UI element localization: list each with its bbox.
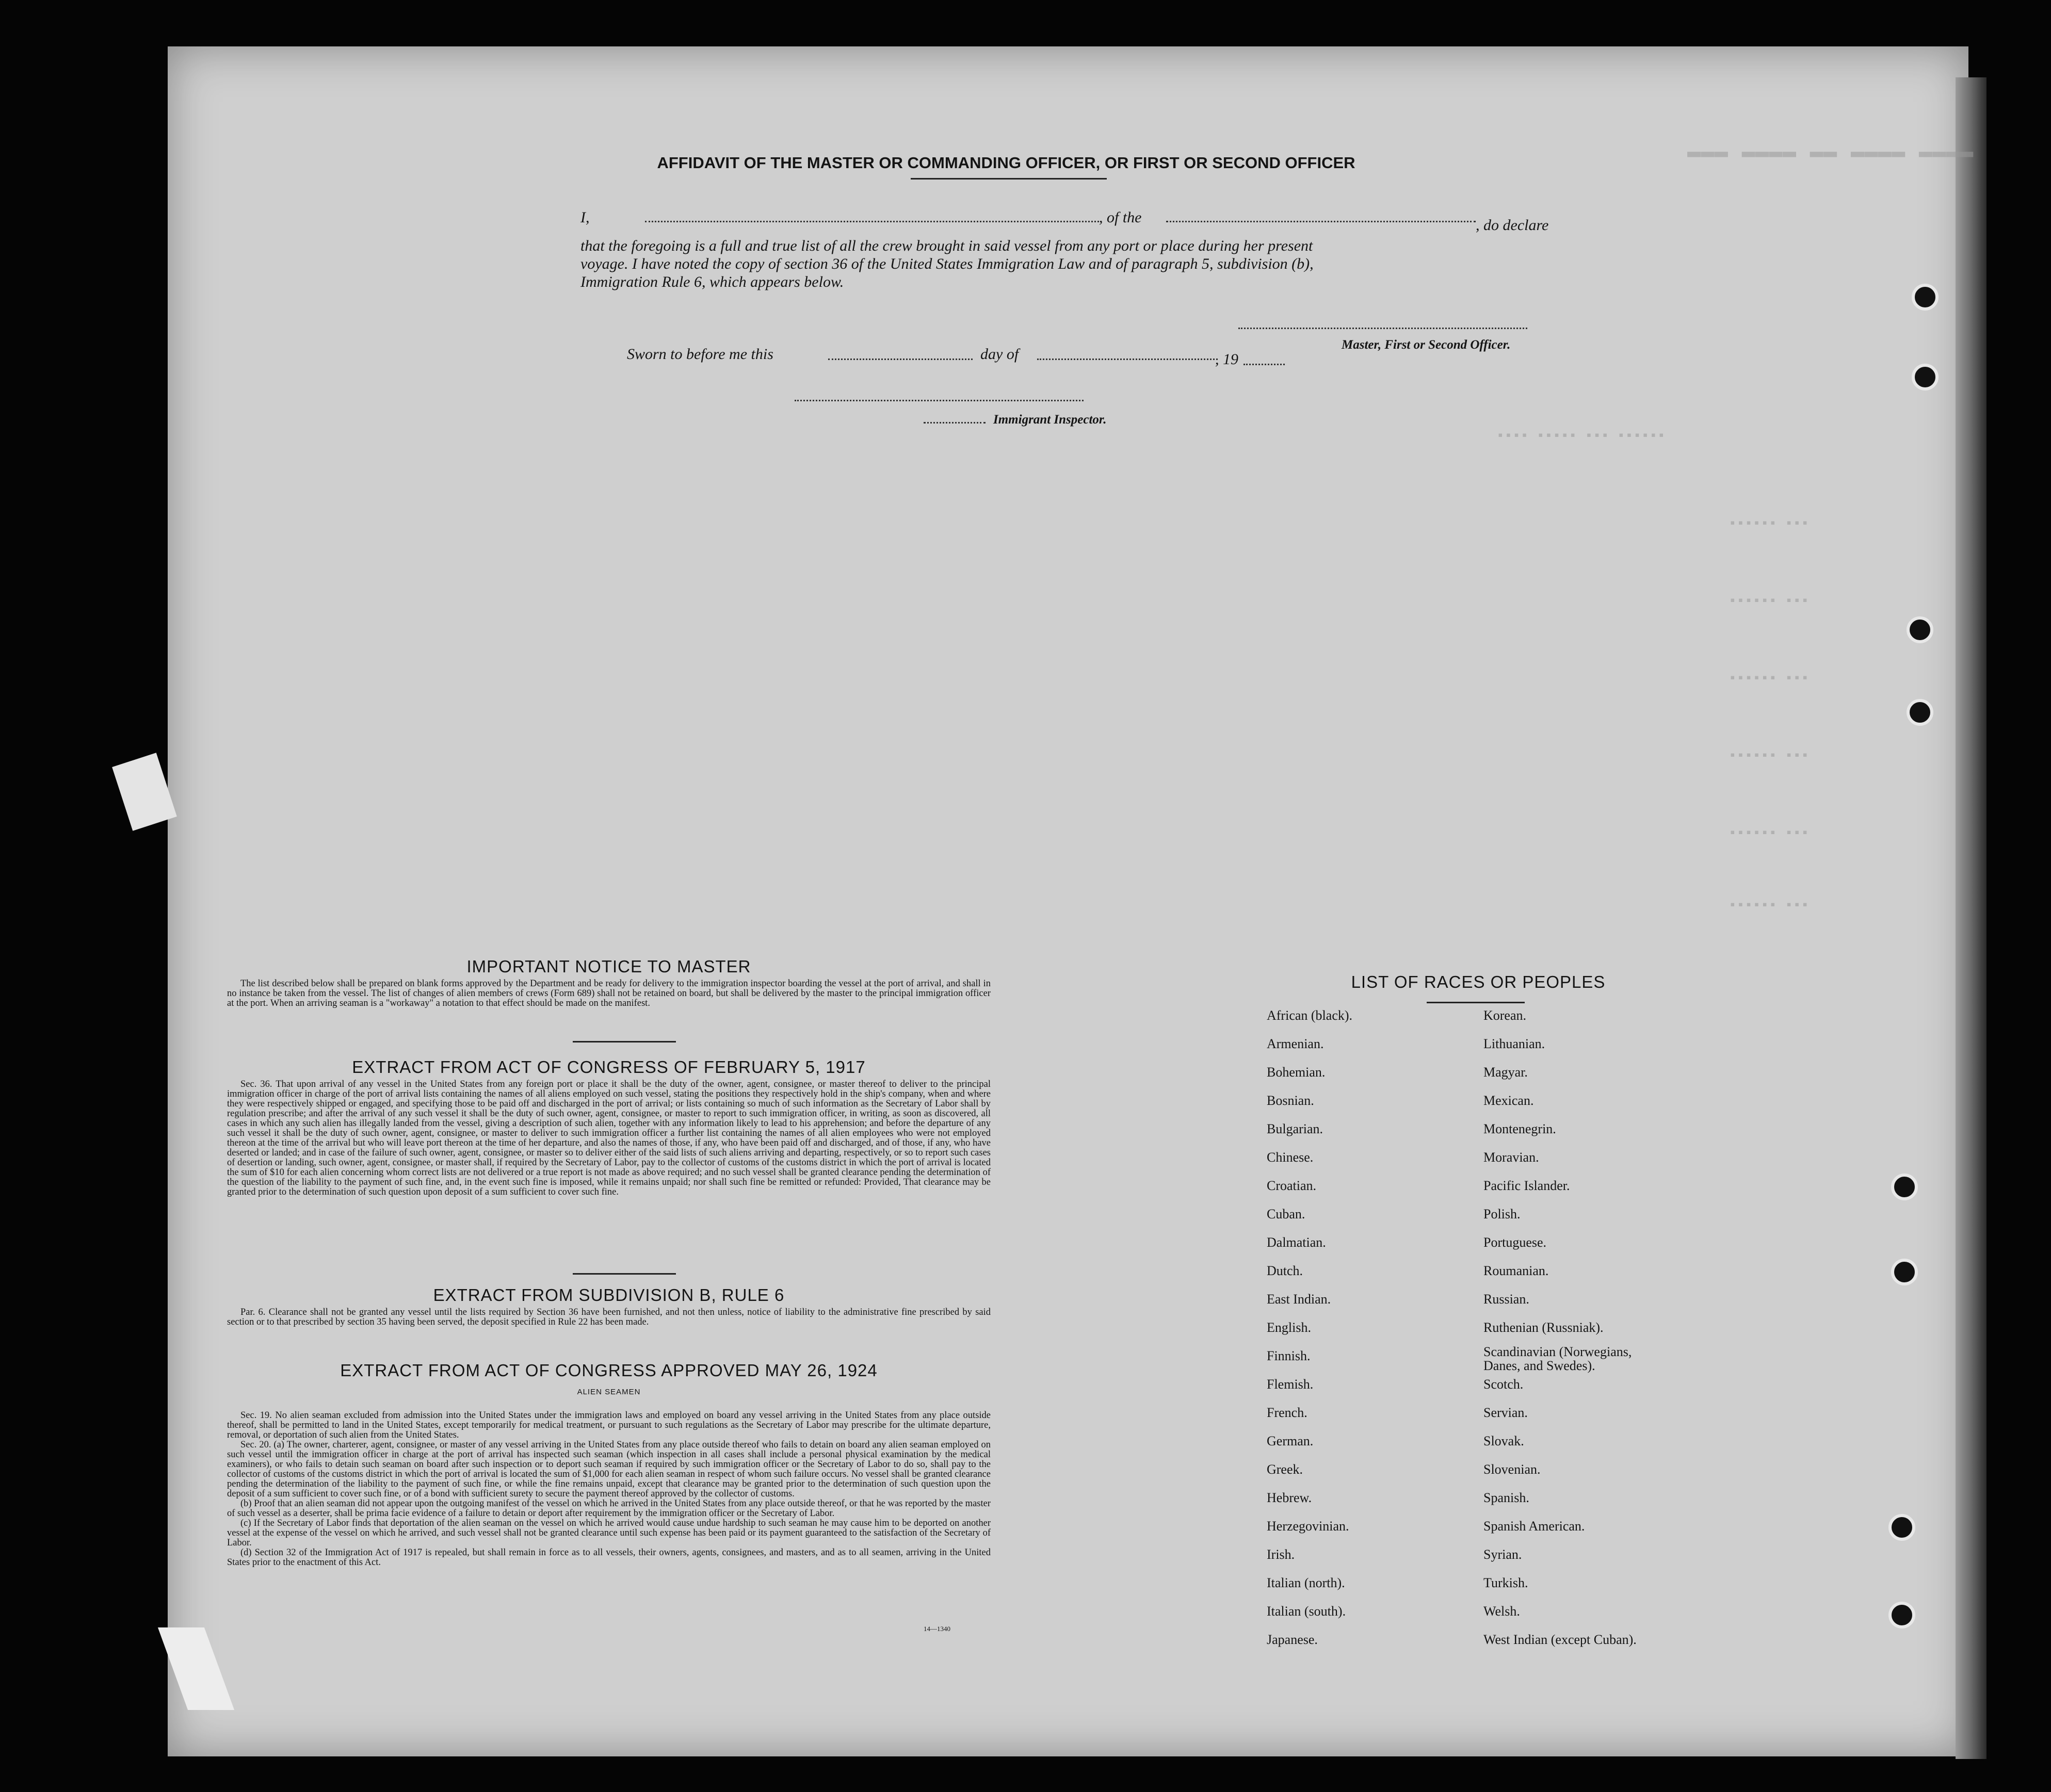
race-item: Roumanian. xyxy=(1483,1263,1549,1278)
race-item: Pacific Islander. xyxy=(1483,1178,1570,1193)
race-item: West Indian (except Cuban). xyxy=(1483,1632,1637,1647)
bleed-through: ▬▬▬ ▬▬▬▬ ▬▬ ▬▬▬▬ ▬▬▬▬ xyxy=(1687,139,1974,165)
act-1924-paragraph: (d) Section 32 of the Immigration Act of 1917 is repealed, but shall remain in force as to all vessels, their owners, agents, consignees, and masters, and as to all seamen, arriving in the United States prior to the enactment of this Act. xyxy=(227,1547,991,1568)
race-item: Bohemian. xyxy=(1267,1065,1326,1080)
act-1924-body xyxy=(227,1411,991,1568)
race-item: Finnish. xyxy=(1267,1348,1311,1363)
race-item: Scandinavian (Norwegians, Danes, and Swedes). xyxy=(1483,1344,1632,1373)
name-blank-line xyxy=(645,221,1099,222)
race-item: Herzegovinian. xyxy=(1267,1519,1349,1534)
race-item: Syrian. xyxy=(1483,1547,1522,1562)
master-signature-label: Master, First or Second Officer. xyxy=(1342,338,1511,352)
inspector-signature-label: Immigrant Inspector. xyxy=(993,413,1107,427)
binder-hole xyxy=(1912,284,1939,311)
bleed-through: ▪▪▪▪▪▪ ▪▪▪ xyxy=(1729,671,1810,686)
race-item: Welsh. xyxy=(1483,1604,1520,1619)
race-item: Magyar. xyxy=(1483,1065,1528,1080)
affidavit-title: AFFIDAVIT OF THE MASTER OR COMMANDING OFFICER, OR FIRST OR SECOND OFFICER xyxy=(657,154,1355,172)
act-1924-subtitle: ALIEN SEAMEN xyxy=(577,1388,641,1396)
binder-hole xyxy=(1907,616,1933,643)
race-item: Moravian. xyxy=(1483,1150,1539,1165)
binder-hole xyxy=(1912,364,1939,390)
form-code: 14—1340 xyxy=(924,1625,950,1633)
bleed-through: ▪▪▪▪ ▪▪▪▪▪ ▪▪▪ ▪▪▪▪▪▪ xyxy=(1496,428,1666,444)
races-title: LIST OF RACES OR PEOPLES xyxy=(1351,972,1606,991)
race-item: Montenegrin. xyxy=(1483,1121,1556,1136)
binder-hole xyxy=(1891,1259,1918,1285)
race-item: Irish. xyxy=(1267,1547,1295,1562)
day-blank-line xyxy=(828,359,973,360)
race-item: Spanish. xyxy=(1483,1490,1529,1505)
race-item: Chinese. xyxy=(1267,1150,1314,1165)
race-item: Russian. xyxy=(1483,1292,1529,1307)
affidavit-line-3: voyage. I have noted the copy of section 36 of the United States Immigration Law and of paragraph 5, subdivision (b), xyxy=(580,255,1314,272)
race-item: French. xyxy=(1267,1405,1307,1420)
year-text: , 19 xyxy=(1215,351,1238,368)
race-item: Dutch. xyxy=(1267,1263,1303,1278)
race-item: East Indian. xyxy=(1267,1292,1331,1307)
binder-hole xyxy=(1888,1514,1915,1541)
race-item: English. xyxy=(1267,1320,1311,1335)
race-item: Spanish American. xyxy=(1483,1519,1585,1534)
binder-hole xyxy=(1891,1174,1918,1200)
race-item: Servian. xyxy=(1483,1405,1528,1420)
race-item: Scotch. xyxy=(1483,1377,1524,1392)
notice-title: IMPORTANT NOTICE TO MASTER xyxy=(466,957,751,976)
bleed-through: ▪▪▪▪▪▪ ▪▪▪ xyxy=(1729,825,1810,841)
act-1924-paragraph: Sec. 20. (a) The owner, charterer, agent, consignee, or master of any vessel arriving in the United States from any place outside thereof who fails to detain on board any alien seaman employed on such vessel until the immigration officer in charge at the port of arrival has inspected such seaman (which inspection in all cases shall include a personal physical examination by the medical examiners), or who fails to detain such seaman on board after such inspection or to deport such seaman if required by such immigration officer or the Secretary of Labor to do so, shall pay to the collector of customs of the customs district in which the port of arrival is located the sum of $1,000 for each alien seaman in respect of whom such failure occurs. No vessel shall be granted clearance pending the determination of the liability to the payment of such fine, or while the fine remains unpaid, except that clearance may be granted prior to the determination of such question upon the deposit of a sum sufficient to cover such fine, or of a bond with sufficient surety to secure the payment thereof approved by the collector of customs. xyxy=(227,1440,991,1499)
rule-6-body: Par. 6. Clearance shall not be granted any vessel until the lists required by Section 36 have been furnished, and not then unless, notice of liability to the administrative fine prescribed by said section or to that prescribed by section 35 having been served, the deposit specified in Rule 22 has been made. xyxy=(227,1307,991,1327)
race-item: Hebrew. xyxy=(1267,1490,1312,1505)
inspector-signature-line xyxy=(795,400,1084,401)
act-1924-paragraph: Sec. 19. No alien seaman excluded from admission into the United States under the immigration laws and employed on board any vessel arriving in the United States from any place outside thereof, shall be permitted to land in the United States, except temporarily for medical treatment, or pursuant to such regulations as the Secretary of Labor may prescribe for the ultimate departure, removal, or deportation of such alien from the United States. xyxy=(227,1410,991,1440)
race-item: Polish. xyxy=(1483,1207,1521,1221)
act-1917-body: Sec. 36. That upon arrival of any vessel in the United States from any foreign port or place it shall be the duty of the owner, agent, consignee, or master thereof to deliver to the principal immigration officer in charge of the port of arrival lists containing the names of all aliens employed on such vessel, stating the positions they respectively hold in the ship's company, when and where they were respectively shipped or engaged, and specifying those to be paid off and discharged in the port of arrival; or lists containing so much of such information as the Secretary of Labor shall by regulation prescribe; and after the arrival of any such vessel it shall be the duty of such owner, agent, consignee, or master to report to such immigration officer, in writing, as soon as discovered, all cases in which any such alien has illegally landed from the vessel, giving a description of such alien, together with any information likely to lead to his apprehension; and before the departure of any such vessel it shall be the duty of such owner, agent, consignee, or master to deliver to such immigration officer a further list containing the names of all alien employees who were not employed thereon at the time of the arrival but who will leave port thereon at the time of her departure, and also the names of those, if any, who have been paid off and discharged, and of those, if any, who have deserted or landed; and in case of the failure of such owner, agent, consignee, or master so to deliver either of the said lists of such aliens arriving and departing, respectively, or so to report such cases of desertion or landing, such owner, agent, consignee, or master shall, if required by the Secretary of Labor, pay to the collector of customs of the customs district in which the port of arrival is located the sum of $10 for each alien concerning whom correct lists are not delivered or a true report is not made as above required; and no such vessel shall be granted clearance pending the determination of the question of the liability to the payment of such fine, and, in the event such fine is imposed, while it remains unpaid; nor shall such fine be remitted or refunded: Provided, That clearance may be granted prior to the determination of such question upon deposit of a sum sufficient to cover such fine. xyxy=(227,1079,991,1197)
day-of-text: day of xyxy=(980,346,1019,363)
race-item: Japanese. xyxy=(1267,1632,1318,1647)
bleed-through: ▪▪▪▪▪▪ ▪▪▪ xyxy=(1729,898,1810,913)
sworn-text: Sworn to before me this xyxy=(627,346,773,363)
race-item: Italian (north). xyxy=(1267,1575,1345,1590)
affidavit-line-4: Immigration Rule 6, which appears below. xyxy=(580,273,844,290)
race-item: Mexican. xyxy=(1483,1093,1534,1108)
race-item: Slovak. xyxy=(1483,1433,1524,1448)
binder-hole xyxy=(1907,699,1933,726)
divider xyxy=(573,1041,676,1042)
page-edge xyxy=(1956,77,1987,1759)
notice-body: The list described below shall be prepared on blank forms approved by the Department and be ready for delivery to the immigration inspector boarding the vessel at the port of arrival, and shall in no instance be taken from the vessel. The list of changes of alien members of crews (Form 689) shall not be retained on board, but shall be delivered by the master to the principal immigration officer at the port. When an arriving seaman is a "workaway" a notation to that effect should be made on the manifest. xyxy=(227,979,991,1008)
race-item: Cuban. xyxy=(1267,1207,1305,1221)
inspector-signature-line xyxy=(924,422,986,423)
month-blank-line xyxy=(1037,359,1218,360)
race-item: Ruthenian (Russniak). xyxy=(1483,1320,1604,1335)
binder-hole xyxy=(1888,1602,1915,1628)
bleed-through: ▪▪▪▪▪▪ ▪▪▪ xyxy=(1729,748,1810,763)
race-item: Bosnian. xyxy=(1267,1093,1314,1108)
race-item: Slovenian. xyxy=(1483,1462,1541,1477)
race-item: German. xyxy=(1267,1433,1314,1448)
race-item: Lithuanian. xyxy=(1483,1036,1545,1051)
vessel-blank-line xyxy=(1166,221,1476,222)
race-item: Dalmatian. xyxy=(1267,1235,1326,1250)
race-item: Flemish. xyxy=(1267,1377,1314,1392)
race-item: Portuguese. xyxy=(1483,1235,1547,1250)
affidavit-declare: , do declare xyxy=(1476,217,1549,234)
race-item: Greek. xyxy=(1267,1462,1303,1477)
act-1924-paragraph: (c) If the Secretary of Labor finds that deportation of the alien seaman on the vessel on which he arrived would cause undue hardship to such seaman he may cause him to be deported on another vessel at the expense of the vessel on which he arrived, and such vessel shall not be granted clearance until such expense has been paid or its payment guaranteed to the satisfaction of the Secretary of Labor. xyxy=(227,1518,991,1548)
race-item: Croatian. xyxy=(1267,1178,1317,1193)
race-item: Italian (south). xyxy=(1267,1604,1346,1619)
act-1924-title: EXTRACT FROM ACT OF CONGRESS APPROVED MAY 26, 1924 xyxy=(340,1361,878,1380)
bleed-through: ▪▪▪▪▪▪ ▪▪▪ xyxy=(1729,516,1810,531)
year-blank-line xyxy=(1243,364,1285,365)
divider xyxy=(1427,1002,1525,1003)
race-item: Armenian. xyxy=(1267,1036,1324,1051)
master-signature-line xyxy=(1238,328,1527,329)
race-item: African (black). xyxy=(1267,1008,1353,1023)
divider xyxy=(573,1273,676,1275)
divider xyxy=(911,178,1107,180)
act-1924-paragraph: (b) Proof that an alien seaman did not appear upon the outgoing manifest of the vessel on which he arrived in the United States from any place outside thereof, or that he was reported by the master of such vessel as a deserter, shall be prima facie evidence of a failure to detain or deport after requirement by the immigration officer or the Secretary of Labor. xyxy=(227,1498,991,1519)
race-item: Bulgarian. xyxy=(1267,1121,1323,1136)
bleed-through: ▪▪▪▪▪▪ ▪▪▪ xyxy=(1729,593,1810,609)
race-item: Turkish. xyxy=(1483,1575,1528,1590)
affidavit-i: I, xyxy=(580,209,590,226)
affidavit-line-2: that the foregoing is a full and true list of all the crew brought in said vessel from any port or place during her present xyxy=(580,237,1313,254)
affidavit-of-the: , of the xyxy=(1099,209,1142,226)
race-item: Korean. xyxy=(1483,1008,1527,1023)
act-1917-title: EXTRACT FROM ACT OF CONGRESS OF FEBRUARY 5, 1917 xyxy=(352,1057,866,1077)
rule-6-title: EXTRACT FROM SUBDIVISION B, RULE 6 xyxy=(433,1285,785,1305)
